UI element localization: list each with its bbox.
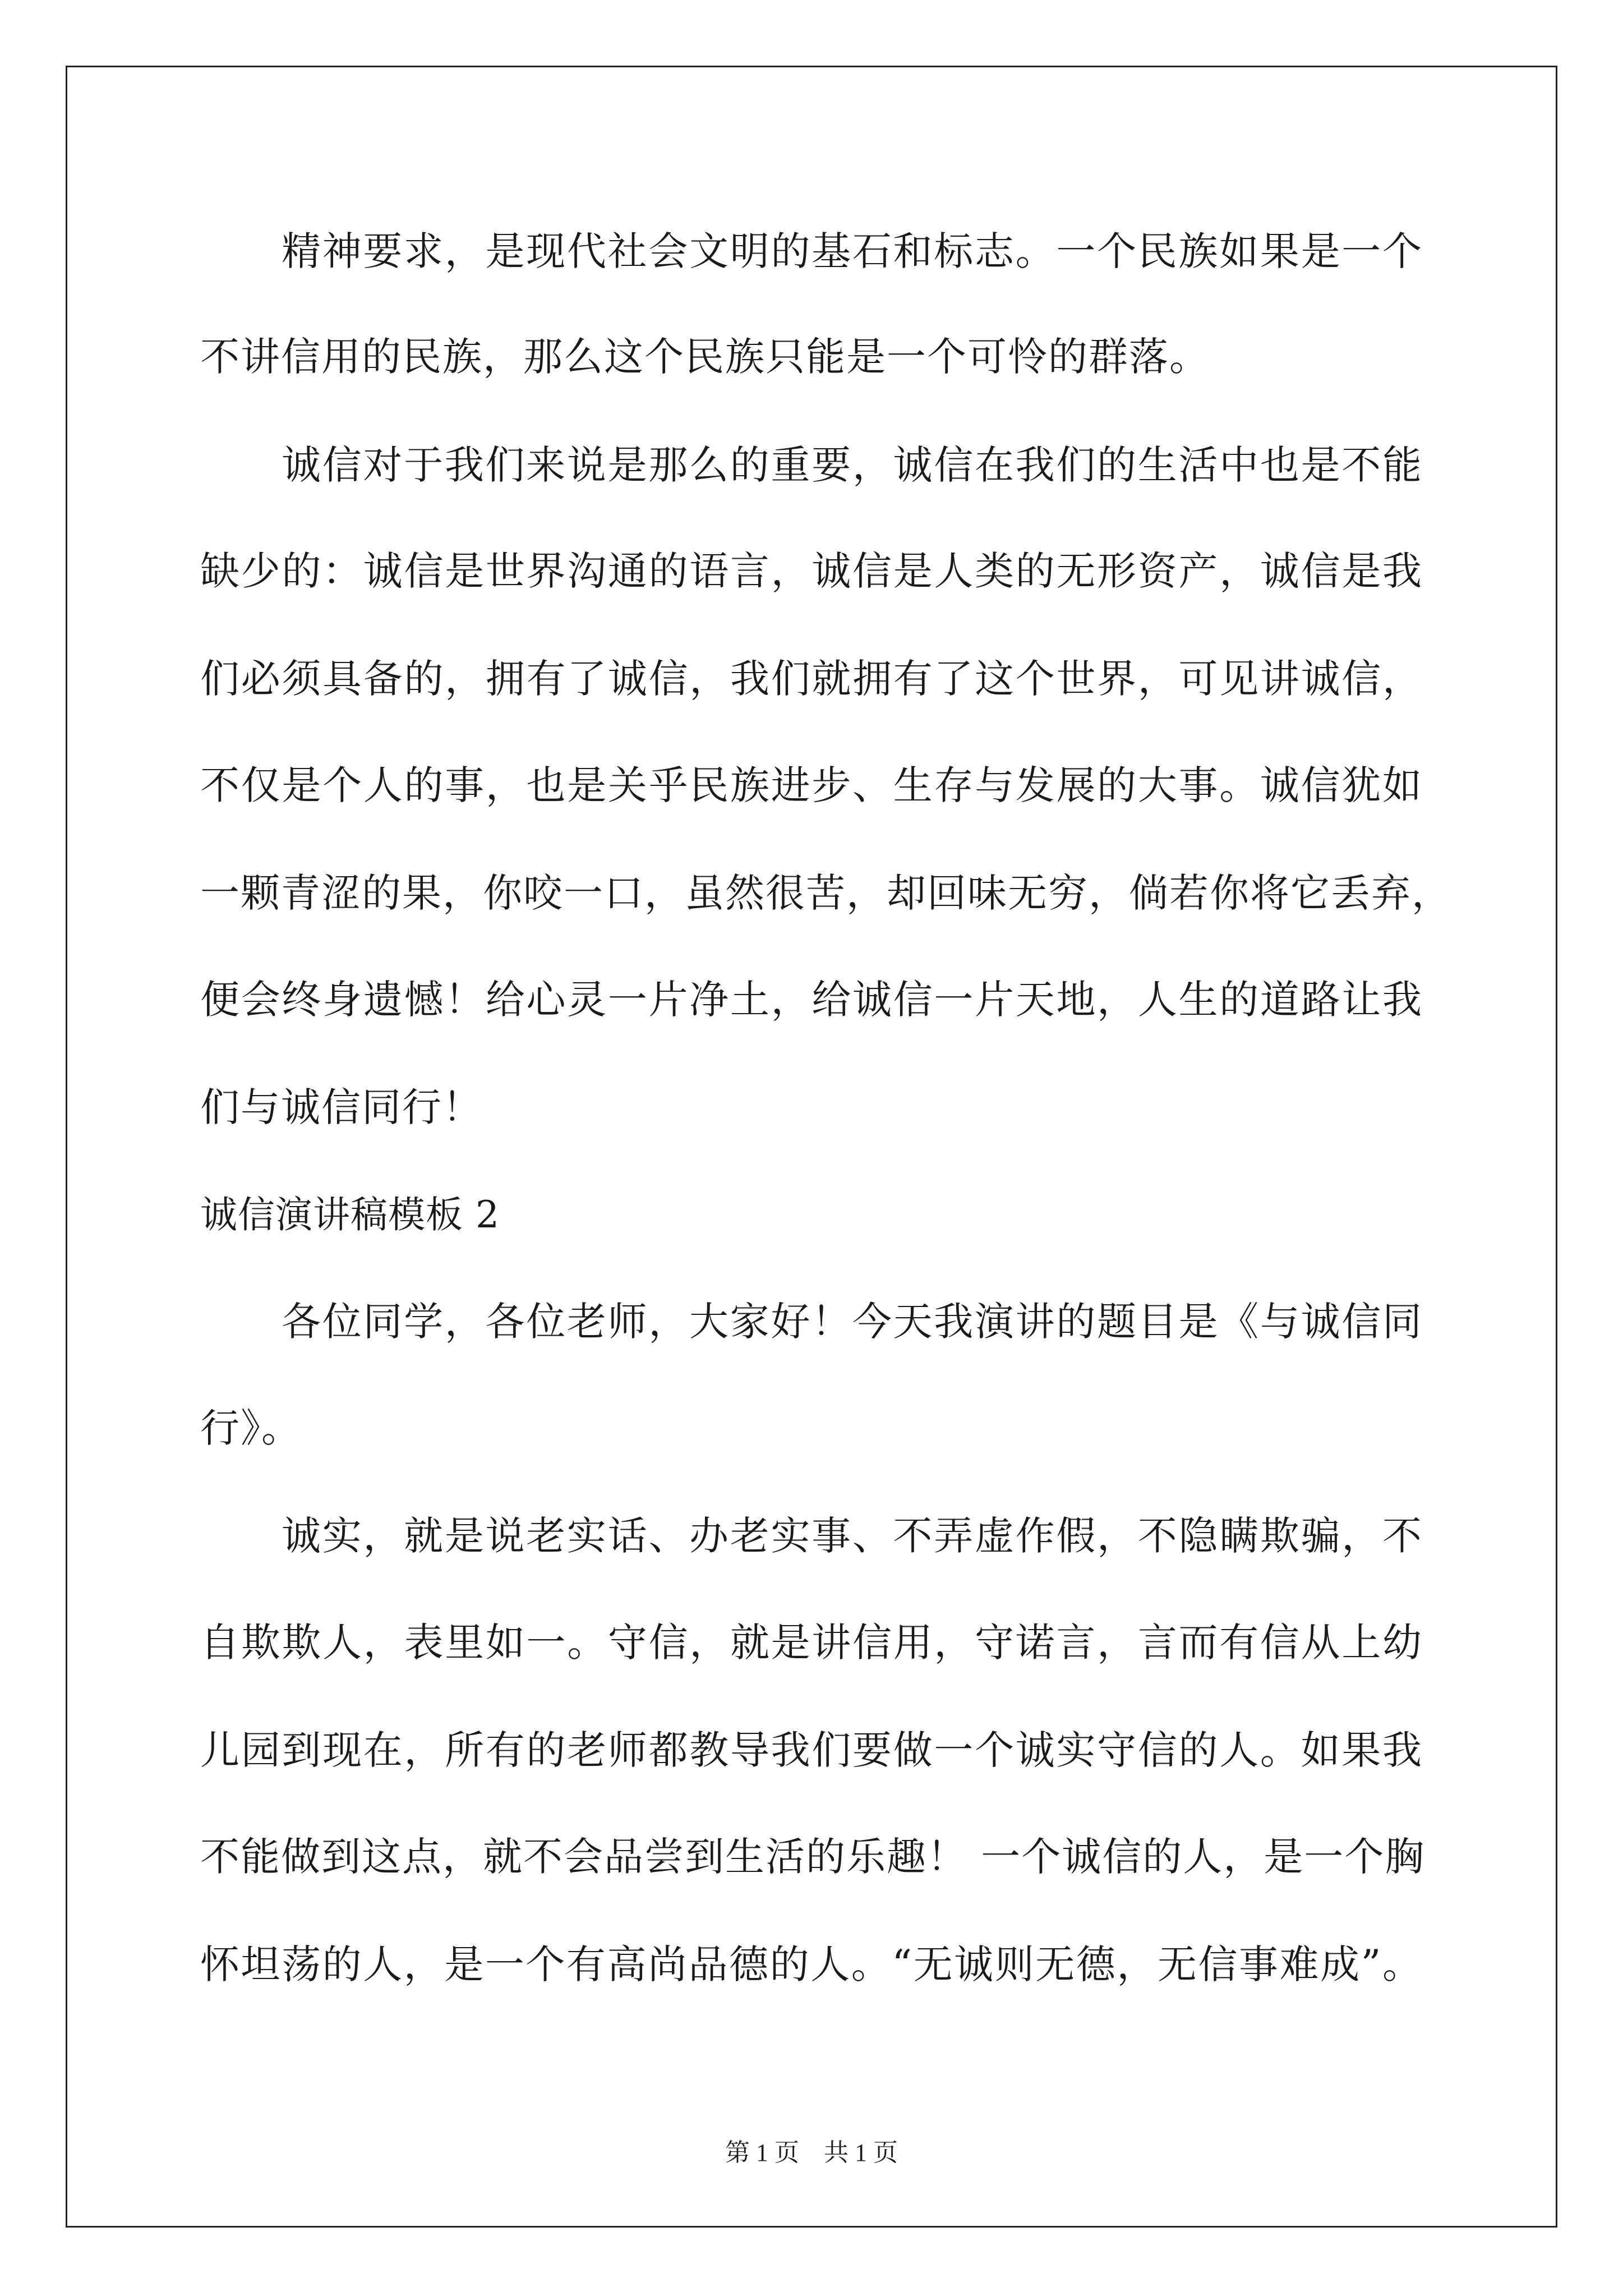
text-line-15: 儿园到现在，所有的老师都教导我们要做一个诚实守信的人。如果我 [200,1727,1423,1773]
text-line-7: 一颗青涩的果，你咬一口，虽然很苦，却回味无穷，倘若你将它丢弃， [200,870,1452,916]
text-line-1: 精神要求，是现代社会文明的基石和标志。一个民族如果是一个 [282,228,1423,274]
text-line-17: 怀坦荡的人，是一个有高尚品德的人。“无诚则无德，无信事难成”。 [200,1941,1423,1987]
page-footer [0,2136,1623,2170]
page-border [66,66,1557,2228]
text-line-6: 不仅是个人的事，也是关乎民族进步、生存与发展的大事。诚信犹如 [200,762,1423,808]
text-line-8: 便会终身遗憾！给心灵一片净土，给诚信一片天地，人生的道路让我 [200,977,1423,1023]
text-line-16: 不能做到这点，就不会品尝到生活的乐趣！ 一个诚信的人，是一个胸 [200,1834,1426,1880]
text-line-11: 各位同学，各位老师，大家好！今天我演讲的题目是《与诚信同 [282,1299,1423,1345]
text-line-9: 们与诚信同行！ [200,1084,483,1130]
text-line-4: 缺少的：诚信是世界沟通的语言，诚信是人类的无形资产，诚信是我 [200,548,1423,594]
text-line-12: 行》。 [200,1405,302,1451]
text-line-14: 自欺欺人，表里如一。守信，就是讲信用，守诺言，言而有信从上幼 [200,1619,1423,1665]
text-line-13: 诚实，就是说老实话、办老实事、不弄虚作假，不隐瞒欺骗，不 [282,1513,1423,1559]
text-line-2: 不讲信用的民族，那么这个民族只能是一个可怜的群落。 [200,334,1210,380]
section-heading: 诚信演讲稿模板 2 [200,1193,500,1236]
page-number-label: 第 1 页 共 1 页 [725,2139,898,2166]
text-line-5: 们必须具备的，拥有了诚信，我们就拥有了这个世界，可见讲诚信， [200,656,1423,702]
text-line-3: 诚信对于我们来说是那么的重要，诚信在我们的生活中也是不能 [282,442,1423,488]
